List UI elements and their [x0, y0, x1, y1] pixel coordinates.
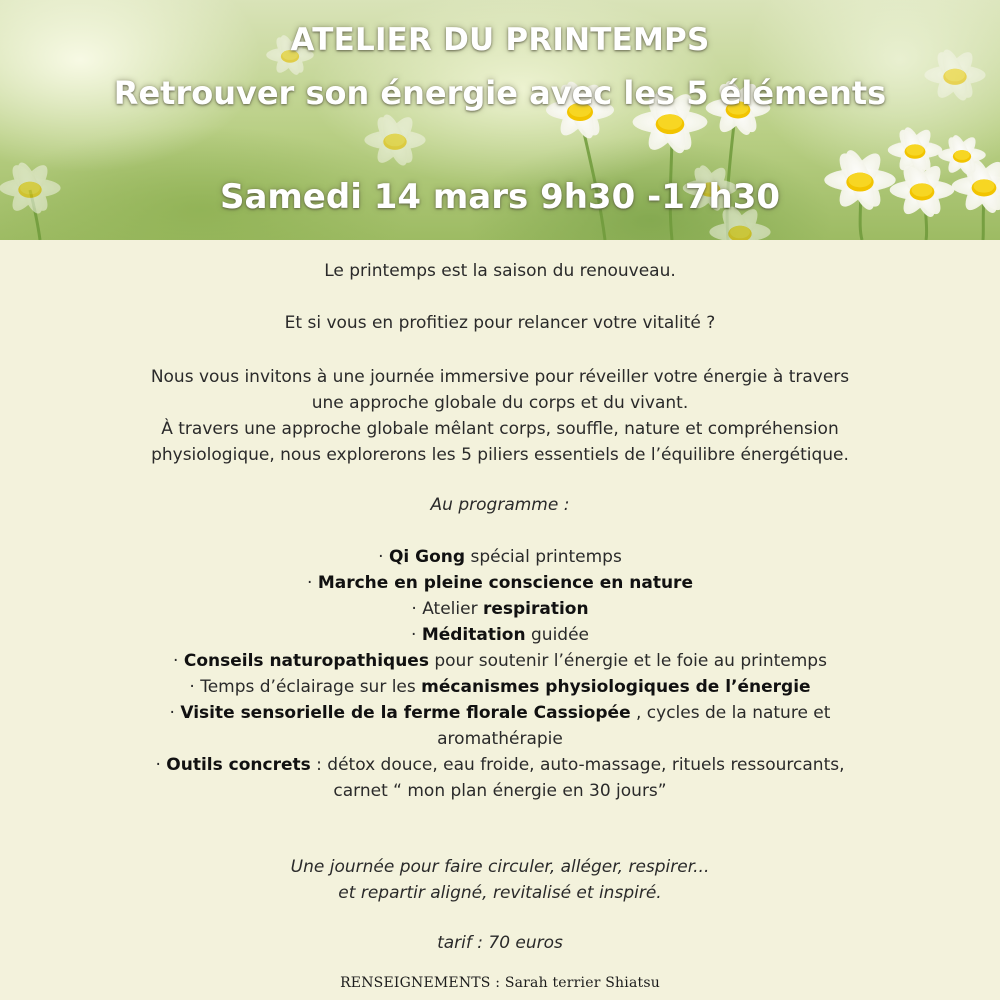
program-item: · Conseils naturopathiques pour soutenir l’énergie et le foie au printemps	[173, 651, 827, 671]
program-item-continued: aromathérapie	[437, 729, 563, 749]
intro-paragraph-line-1: Nous vous invitons à une journée immersive pour réveiller votre énergie à travers	[150, 367, 850, 387]
intro-paragraph-line-4: physiologique, nous explorerons les 5 piliers essentiels de l’équilibre énergétique.	[151, 445, 849, 465]
program-item: · Temps d’éclairage sur les mécanismes physiologiques de l’énergie	[189, 677, 811, 697]
closing-line-1: Une journée pour faire circuler, alléger, respirer...	[290, 857, 710, 877]
program-item-continued: carnet “ mon plan énergie en 30 jours”	[333, 781, 667, 801]
banner-date: Samedi 14 mars 9h30 -17h30	[219, 177, 781, 217]
intro-line-2: Et si vous en profitiez pour relancer votre vitalité ?	[284, 313, 716, 333]
program-item: · Qi Gong spécial printemps	[378, 547, 622, 567]
program-item: · Atelier respiration	[411, 599, 589, 619]
program-list	[0, 544, 1000, 804]
intro-paragraph-line-3: À travers une approche globale mêlant corps, souffle, nature et compréhension	[161, 419, 839, 439]
closing-line-2: et repartir aligné, revitalisé et inspiré.	[338, 883, 662, 903]
program-heading: Au programme :	[430, 495, 570, 515]
program-item: · Méditation guidée	[411, 625, 589, 645]
banner-subtitle: Retrouver son énergie avec les 5 éléments	[113, 74, 887, 112]
program-item: · Outils concrets : détox douce, eau froide, auto-massage, rituels ressourcants,	[155, 755, 845, 775]
price: tarif : 70 euros	[437, 933, 563, 953]
intro-paragraph-line-2: une approche globale du corps et du vivant.	[311, 393, 689, 413]
contact-info: RENSEIGNEMENTS : Sarah terrier Shiatsu	[340, 975, 660, 991]
intro-line-1: Le printemps est la saison du renouveau.	[324, 261, 676, 281]
program-item: · Visite sensorielle de la ferme florale Cassiopée , cycles de la nature et	[169, 703, 831, 723]
program-item: · Marche en pleine conscience en nature	[307, 573, 693, 593]
closing-tagline	[0, 854, 1000, 906]
banner-title: ATELIER DU PRINTEMPS	[290, 22, 710, 58]
header-banner	[0, 0, 1000, 240]
intro-paragraph	[0, 364, 1000, 468]
